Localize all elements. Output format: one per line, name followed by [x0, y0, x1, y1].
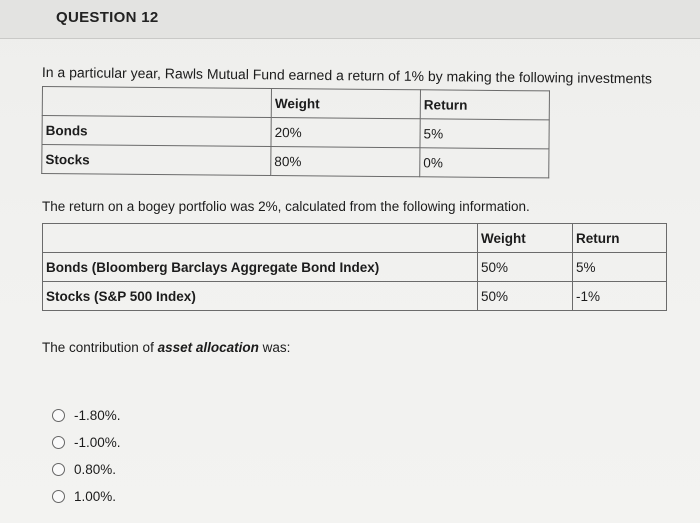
- row-return: 5%: [420, 119, 549, 149]
- row-weight: 80%: [271, 147, 420, 177]
- row-return: 0%: [420, 148, 549, 178]
- choice-label: -1.80%.: [74, 407, 121, 423]
- table-row: [43, 253, 667, 282]
- row-weight: 50%: [478, 253, 573, 282]
- row-weight: 20%: [271, 118, 420, 148]
- table-header-row: [42, 87, 549, 120]
- answer-choice-4[interactable]: [52, 486, 116, 506]
- table-header-weight: Weight: [478, 224, 573, 253]
- choice-label: -1.00%.: [74, 434, 121, 450]
- bogey-description: The return on a bogey portfolio was 2%, calculated from the following information.: [42, 199, 530, 214]
- row-weight: 50%: [478, 282, 573, 311]
- question-title: QUESTION 12: [56, 9, 159, 26]
- contribution-prompt: [42, 340, 290, 355]
- table-header-empty: [43, 224, 478, 253]
- answer-choice-3[interactable]: [52, 459, 116, 479]
- radio-button[interactable]: [52, 490, 65, 503]
- choice-label: 1.00%.: [74, 488, 117, 504]
- table-header-weight: Weight: [271, 89, 420, 119]
- row-return: 5%: [573, 253, 667, 282]
- prompt-emphasis: asset allocation: [157, 340, 259, 355]
- question-intro: In a particular year, Rawls Mutual Fund earned a return of 1% by making the following investments: [41, 64, 653, 87]
- table-header-row: [43, 224, 667, 253]
- radio-button[interactable]: [52, 463, 65, 476]
- row-label: Bonds (Bloomberg Barclays Aggregate Bond Index): [43, 253, 478, 282]
- row-return: -1%: [573, 282, 667, 311]
- prompt-suffix: was:: [258, 340, 291, 355]
- table-row: [42, 145, 549, 178]
- table-header-empty: [42, 87, 271, 118]
- row-label: Bonds: [42, 116, 271, 147]
- row-label: Stocks (S&P 500 Index): [43, 282, 478, 311]
- radio-button[interactable]: [52, 436, 65, 449]
- table-header-return: Return: [420, 90, 549, 120]
- radio-button[interactable]: [52, 409, 65, 422]
- answer-choice-2[interactable]: [52, 432, 121, 452]
- bogey-portfolio-table: [42, 223, 667, 311]
- row-label: Stocks: [42, 145, 271, 176]
- answer-choice-1[interactable]: [52, 405, 121, 425]
- table-header-return: Return: [573, 224, 667, 253]
- table-row: [42, 116, 549, 149]
- fund-allocation-table: [41, 86, 550, 178]
- choice-label: 0.80%.: [74, 461, 117, 477]
- prompt-prefix: The contribution of: [42, 340, 158, 355]
- table-row: [43, 282, 667, 311]
